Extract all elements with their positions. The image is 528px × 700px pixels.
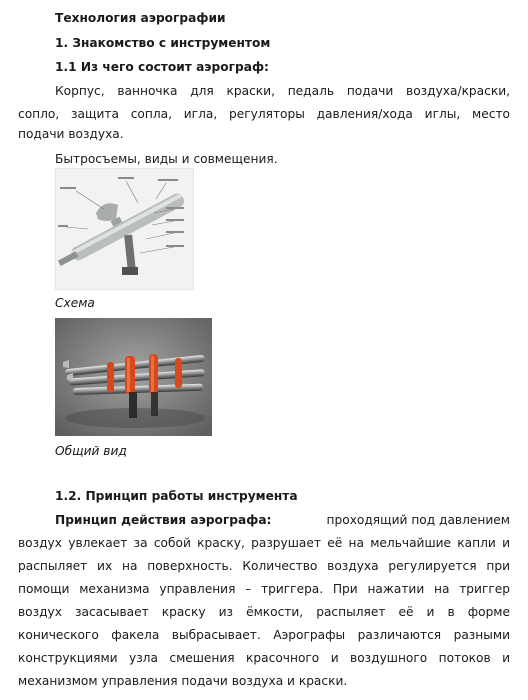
principle-line-4: воздух засасывает краску из ёмкости, распыляет её и в форме: [18, 605, 510, 619]
parts-line-3: подачи воздуха.: [18, 127, 124, 141]
principle-line-6: конструкциями узла смешения красочного и воздушного потоков и: [18, 651, 510, 665]
principle-first-rest: проходящий под давлением: [326, 513, 510, 527]
document-title: Технология аэрографии: [55, 11, 226, 25]
quick-release-text: Бытросъемы, виды и совмещения.: [55, 152, 278, 166]
principle-line-1: воздух увлекает за собой краску, разрушает её на мельчайшие капли и: [18, 536, 510, 550]
general-view-caption: Общий вид: [55, 444, 127, 458]
subsection-heading-1-1: 1.1 Из чего состоит аэрограф:: [55, 60, 269, 74]
principle-first-line: [55, 512, 510, 529]
principle-line-5: конического факела выбрасывает. Аэрографы различаются разными: [18, 628, 510, 642]
parts-line-2: сопло, защита сопла, игла, регуляторы давления/хода иглы, место: [18, 107, 510, 121]
principle-lead: Принцип действия аэрографа:: [55, 513, 272, 527]
airbrush-photo-image: [55, 318, 212, 436]
section-heading-1: 1. Знакомство с инструментом: [55, 36, 271, 50]
schema-caption: Схема: [55, 296, 95, 310]
section-heading-1-2: 1.2. Принцип работы инструмента: [55, 489, 298, 503]
principle-line-2: распыляет их на поверхность. Количество воздуха регулируется при: [18, 559, 510, 573]
principle-line-3: помощи механизма управления – триггера. При нажатии на триггер: [18, 582, 510, 596]
airbrush-schematic-image: [55, 168, 194, 290]
parts-line-1: Корпус, ванночка для краски, педаль подачи воздуха/краски,: [55, 84, 510, 98]
principle-line-7: механизмом управления подачи воздуха и краски.: [18, 674, 348, 688]
